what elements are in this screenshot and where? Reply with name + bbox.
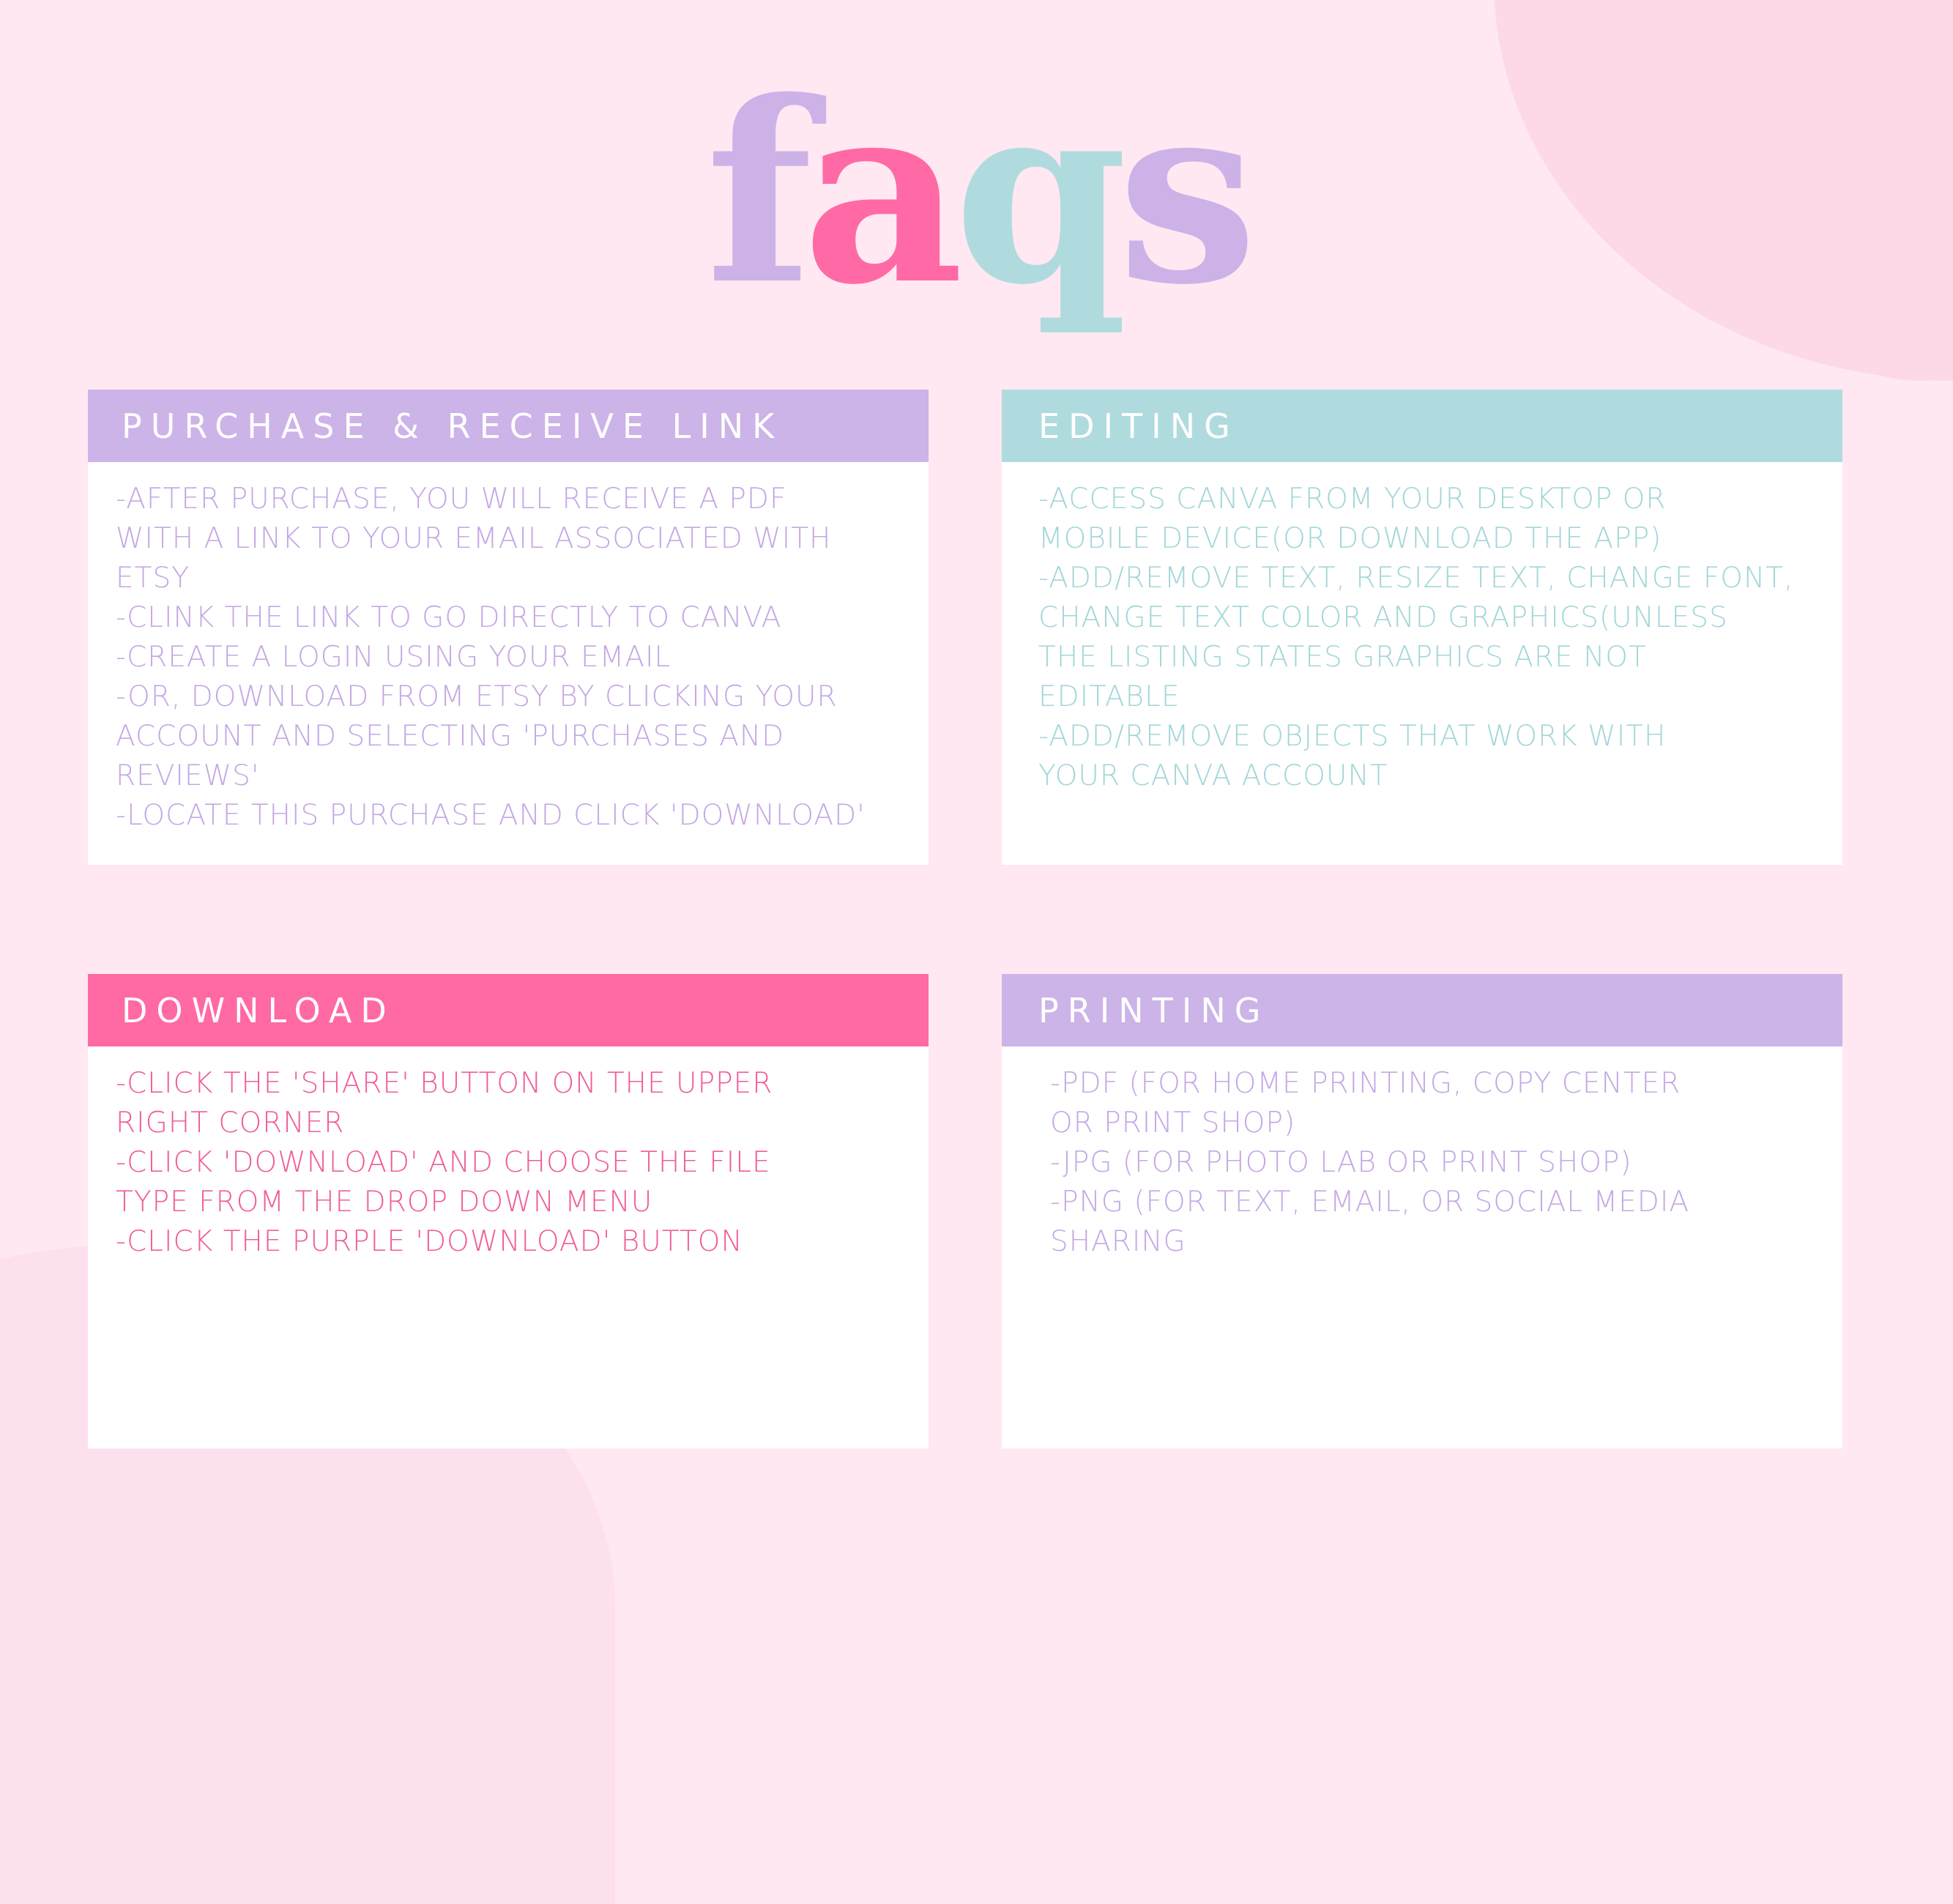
card-line: -JPG (FOR PHOTO LAB OR PRINT SHOP) — [1050, 1146, 1632, 1179]
card-line: -CREATE A LOGIN USING YOUR EMAIL — [116, 641, 672, 674]
title-letter-q: q — [953, 48, 1117, 340]
title-letter-a: a — [802, 48, 954, 340]
card-header: DOWNLOAD — [88, 974, 929, 1046]
card-line: -OR, DOWNLOAD FROM ETSY BY CLICKING YOUR — [116, 680, 838, 713]
card-line: MOBILE DEVICE(OR DOWNLOAD THE APP) — [1038, 522, 1662, 555]
faq-card-download — [88, 974, 929, 1449]
card-line: REVIEWS' — [116, 759, 260, 792]
faq-card-purchase — [88, 390, 929, 865]
faq-card-editing — [1002, 390, 1842, 865]
card-header: EDITING — [1002, 390, 1842, 462]
card-body — [88, 462, 929, 836]
card-line: ACCOUNT AND SELECTING 'PURCHASES AND — [116, 720, 785, 753]
card-line: RIGHT CORNER — [116, 1107, 345, 1139]
card-line: -PNG (FOR TEXT, EMAIL, OR SOCIAL MEDIA — [1050, 1186, 1690, 1219]
card-line: -CLICK THE 'SHARE' BUTTON ON THE UPPER — [116, 1067, 773, 1100]
card-line: -AFTER PURCHASE, YOU WILL RECEIVE A PDF — [116, 483, 787, 516]
faq-card-printing — [1002, 974, 1842, 1449]
card-header: PURCHASE & RECEIVE LINK — [88, 390, 929, 462]
card-line: ETSY — [116, 562, 190, 595]
card-line: WITH A LINK TO YOUR EMAIL ASSOCIATED WITH — [116, 522, 832, 555]
card-line: THE LISTING STATES GRAPHICS ARE NOT — [1038, 641, 1647, 674]
card-line: OR PRINT SHOP) — [1050, 1107, 1296, 1139]
card-line: YOUR CANVA ACCOUNT — [1038, 759, 1388, 792]
card-line: TYPE FROM THE DROP DOWN MENU — [116, 1186, 653, 1219]
card-line: -ADD/REMOVE OBJECTS THAT WORK WITH — [1038, 720, 1667, 753]
card-line: -CLICK 'DOWNLOAD' AND CHOOSE THE FILE — [116, 1146, 771, 1179]
card-line: SHARING — [1050, 1225, 1186, 1258]
card-line: EDITABLE — [1038, 680, 1180, 713]
card-header: PRINTING — [1002, 974, 1842, 1046]
card-line: -ADD/REMOVE TEXT, RESIZE TEXT, CHANGE FONT, — [1038, 562, 1794, 595]
card-body — [1002, 462, 1842, 796]
card-line: -CLICK THE PURPLE 'DOWNLOAD' BUTTON — [116, 1225, 743, 1258]
card-body — [1002, 1046, 1842, 1262]
card-body — [88, 1046, 929, 1262]
card-line: -PDF (FOR HOME PRINTING, COPY CENTER — [1050, 1067, 1681, 1100]
card-line: -CLINK THE LINK TO GO DIRECTLY TO CANVA — [116, 601, 782, 634]
card-line: -LOCATE THIS PURCHASE AND CLICK 'DOWNLOAD' — [116, 799, 866, 832]
title-letter-s: s — [1117, 48, 1248, 340]
page-title — [0, 48, 1953, 340]
card-line: -ACCESS CANVA FROM YOUR DESKTOP OR — [1038, 483, 1667, 516]
title-letter-f: f — [705, 48, 803, 340]
card-line: CHANGE TEXT COLOR AND GRAPHICS(UNLESS — [1038, 601, 1728, 634]
